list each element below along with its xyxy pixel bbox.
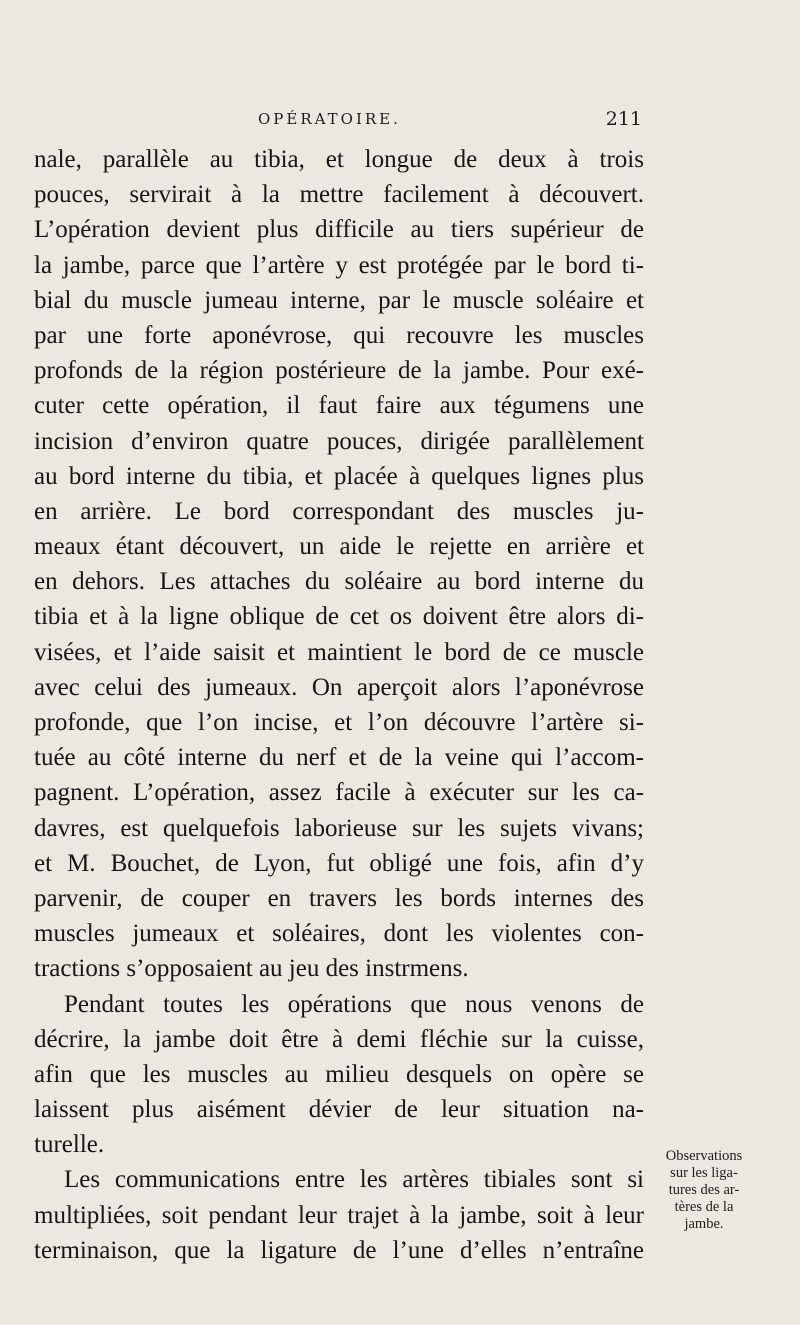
margin-note-line: tères de la bbox=[674, 1199, 734, 1215]
text-line: par une forte aponévrose, qui recouvre les muscles bbox=[34, 321, 644, 349]
text-line: avec celui des jumeaux. On aperçoit alors l’aponévrose bbox=[34, 673, 644, 701]
margin-note-line: sur les liga- bbox=[670, 1165, 738, 1181]
text-line: davres, est quelquefois laborieuse sur les sujets vivans; bbox=[34, 814, 644, 842]
text-line: tractions s’opposaient au jeu des instrmens. bbox=[34, 955, 469, 983]
text-line: meaux étant découvert, un aide le rejette en arrière et bbox=[34, 533, 644, 561]
text-line: en arrière. Le bord correspondant des muscles ju- bbox=[34, 497, 644, 525]
text-line: visées, et l’aide saisit et maintient le bord de ce muscle bbox=[34, 638, 644, 666]
running-title: OPÉRATOIRE. bbox=[258, 110, 401, 128]
page-header bbox=[258, 108, 642, 136]
text-line: profonds de la région postérieure de la jambe. Pour exé- bbox=[34, 357, 644, 385]
body-text bbox=[34, 142, 644, 1268]
text-line: Pendant toutes les opérations que nous venons de bbox=[64, 990, 644, 1018]
margin-note-line: jambe. bbox=[684, 1216, 724, 1232]
text-line: L’opération devient plus difficile au tiers supérieur de bbox=[34, 216, 644, 244]
text-line: pouces, servirait à la mettre facilement à découvert. bbox=[34, 181, 644, 209]
text-line: incision d’environ quatre pouces, dirigée parallèlement bbox=[34, 427, 644, 455]
text-line: tuée au côté interne du nerf et de la veine qui l’accom- bbox=[34, 744, 644, 772]
margin-note bbox=[646, 1148, 762, 1233]
text-line: laissent plus aisément dévier de leur situation na- bbox=[34, 1096, 644, 1124]
text-line: en dehors. Les attaches du soléaire au bord interne du bbox=[34, 568, 644, 596]
text-line: la jambe, parce que l’artère y est protégée par le bord ti- bbox=[34, 251, 644, 279]
text-line: muscles jumeaux et soléaires, dont les violentes con- bbox=[34, 920, 644, 948]
margin-note-line: tures des ar- bbox=[668, 1182, 740, 1198]
text-line: multipliées, soit pendant leur trajet à la jambe, soit à leur bbox=[34, 1201, 644, 1229]
text-line: et M. Bouchet, de Lyon, fut obligé une fois, afin d’y bbox=[34, 849, 644, 877]
text-line: terminaison, que la ligature de l’une d’elles n’entraîne bbox=[34, 1236, 644, 1264]
page-number: 211 bbox=[605, 108, 642, 130]
text-line: afin que les muscles au milieu desquels on opère se bbox=[34, 1060, 644, 1088]
text-line: profonde, que l’on incise, et l’on découvre l’artère si- bbox=[34, 709, 644, 736]
text-line: turelle. bbox=[34, 1131, 105, 1159]
text-line: cuter cette opération, il faut faire aux tégumens une bbox=[34, 392, 644, 420]
text-line: bial du muscle jumeau interne, par le muscle soléaire et bbox=[34, 286, 644, 314]
text-line: nale, parallèle au tibia, et longue de deux à trois bbox=[34, 146, 644, 173]
text-line: décrire, la jambe doit être à demi fléchie sur la cuisse, bbox=[34, 1025, 644, 1053]
text-line: parvenir, de couper en travers les bords internes des bbox=[34, 884, 644, 912]
text-line: Les communications entre les artères tibiales sont si bbox=[64, 1166, 644, 1194]
text-line: tibia et à la ligne oblique de cet os doivent être alors di- bbox=[34, 603, 644, 631]
text-line: au bord interne du tibia, et placée à quelques lignes plus bbox=[34, 462, 644, 490]
text-line: pagnent. L’opération, assez facile à exécuter sur les ca- bbox=[34, 779, 644, 807]
margin-note-line: Observations bbox=[665, 1148, 743, 1164]
